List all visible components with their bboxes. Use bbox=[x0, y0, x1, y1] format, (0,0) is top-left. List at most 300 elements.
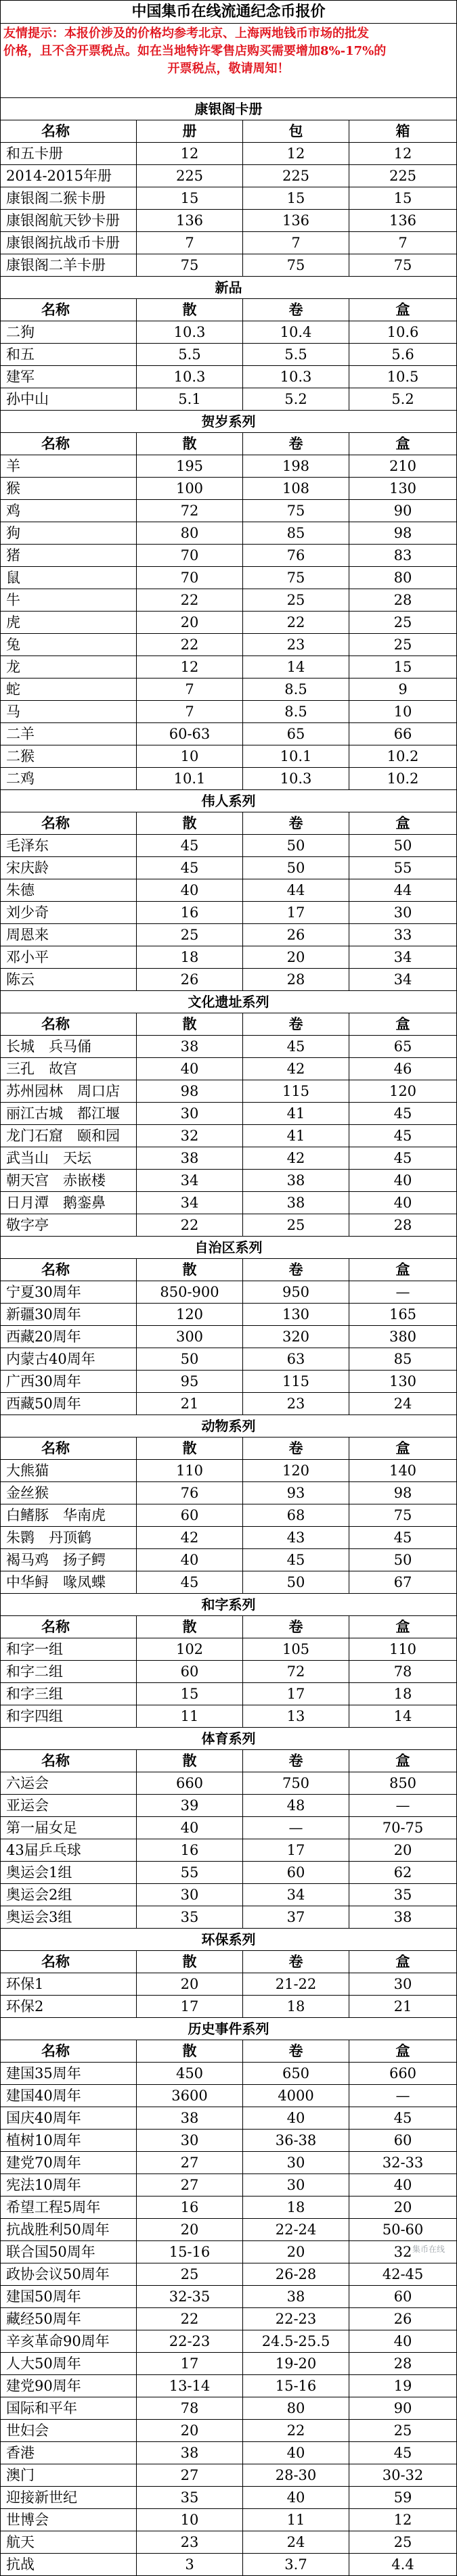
item-name-cell: 二鸡 bbox=[6, 770, 35, 787]
table-row bbox=[1, 879, 456, 902]
table-row bbox=[1, 1795, 456, 1817]
price-cell: 136 bbox=[136, 210, 242, 231]
price-cell: 60 bbox=[242, 1862, 349, 1883]
table-row bbox=[1, 924, 456, 946]
price-cell: 83 bbox=[349, 545, 456, 566]
item-name-cell: 人大50周年 bbox=[6, 2355, 81, 2372]
price-cell: 48 bbox=[242, 1795, 349, 1816]
price-cell: 65 bbox=[242, 723, 349, 745]
table-row bbox=[1, 835, 456, 857]
item-name-cell: 刘少奇 bbox=[6, 904, 49, 921]
price-cell: 15 bbox=[349, 656, 456, 678]
item-name-cell: 奥运会2组 bbox=[6, 1887, 72, 1903]
table-row bbox=[1, 2219, 456, 2241]
section-title: 新品 bbox=[1, 277, 456, 299]
column-header: 盒 bbox=[349, 1951, 456, 1973]
price-cell: 45 bbox=[349, 2442, 456, 2464]
price-cell: 130 bbox=[349, 1371, 456, 1392]
price-cell: 120 bbox=[136, 1304, 242, 1325]
table-header-row bbox=[1, 812, 456, 835]
price-cell: 34 bbox=[242, 1884, 349, 1906]
item-name-cell: 希望工程5周年 bbox=[6, 2199, 101, 2215]
price-cell: 45 bbox=[349, 1125, 456, 1147]
table-row bbox=[1, 366, 456, 388]
column-header: 盒 bbox=[349, 1259, 456, 1281]
price-cell: 660 bbox=[136, 1772, 242, 1794]
price-cell: 37 bbox=[242, 1906, 349, 1928]
price-cell: 10.3 bbox=[136, 366, 242, 388]
table-row bbox=[1, 143, 456, 165]
column-header: 名称 bbox=[41, 1440, 70, 1456]
price-cell: 30 bbox=[349, 902, 456, 923]
item-name-cell: 迎接新世纪 bbox=[6, 2489, 77, 2506]
section-title: 贺岁系列 bbox=[1, 411, 456, 433]
price-cell: 5.2 bbox=[242, 388, 349, 410]
column-header: 盒 bbox=[349, 433, 456, 455]
table-row bbox=[1, 2241, 456, 2263]
price-cell: 4000 bbox=[242, 2085, 349, 2107]
price-cell: 34 bbox=[136, 1170, 242, 1191]
price-cell: 34 bbox=[349, 946, 456, 968]
price-cell: 22-24 bbox=[242, 2219, 349, 2240]
table-row bbox=[1, 1906, 456, 1929]
price-cell: 68 bbox=[242, 1504, 349, 1526]
price-cell: 24.5-25.5 bbox=[242, 2330, 349, 2352]
price-cell: 63 bbox=[242, 1348, 349, 1370]
item-name-cell: 虎 bbox=[6, 614, 20, 630]
table-row bbox=[1, 701, 456, 723]
item-name-cell: 香港 bbox=[6, 2445, 35, 2461]
section-title: 和字系列 bbox=[1, 1594, 456, 1616]
price-cell: 7 bbox=[136, 678, 242, 700]
item-name-cell: 澳门 bbox=[6, 2467, 35, 2483]
column-header: 箱 bbox=[349, 120, 456, 142]
price-cell: 15 bbox=[242, 187, 349, 209]
price-cell: 25 bbox=[349, 2420, 456, 2441]
price-cell: 98 bbox=[349, 522, 456, 544]
price-cell: 75 bbox=[349, 254, 456, 276]
price-cell: 21-22 bbox=[242, 1973, 349, 1995]
price-cell: 40 bbox=[349, 2174, 456, 2196]
price-cell: 42 bbox=[242, 1147, 349, 1169]
price-cell: 40 bbox=[349, 1170, 456, 1191]
price-cell: 40 bbox=[136, 1549, 242, 1571]
price-cell: 850-900 bbox=[136, 1281, 242, 1303]
price-cell: 76 bbox=[242, 545, 349, 566]
price-cell: 30 bbox=[242, 2152, 349, 2174]
price-cell: 40 bbox=[242, 2107, 349, 2129]
price-cell: 23 bbox=[242, 634, 349, 656]
item-name-cell: 狗 bbox=[6, 525, 20, 541]
price-cell: 24 bbox=[349, 1393, 456, 1414]
table-header-row bbox=[1, 2040, 456, 2063]
price-cell: 38 bbox=[136, 2442, 242, 2464]
price-cell: 38 bbox=[136, 1036, 242, 1057]
item-name-cell: 马 bbox=[6, 704, 20, 720]
price-cell: 40 bbox=[242, 2442, 349, 2464]
table-row bbox=[1, 2554, 456, 2576]
price-cell: 50 bbox=[349, 835, 456, 856]
price-cell: 98 bbox=[136, 1080, 242, 1102]
column-header: 卷 bbox=[242, 812, 349, 834]
table-row bbox=[1, 2130, 456, 2152]
item-name-cell: 和五 bbox=[6, 346, 35, 363]
price-cell: 11 bbox=[242, 2509, 349, 2531]
price-cell: 10.2 bbox=[349, 768, 456, 789]
price-cell: 50-60 bbox=[349, 2219, 456, 2240]
item-name-cell: 辛亥革命90周年 bbox=[6, 2333, 110, 2349]
table-row bbox=[1, 634, 456, 656]
column-header: 盒 bbox=[349, 299, 456, 321]
price-cell: 25 bbox=[242, 589, 349, 611]
item-name-cell: 宪法10周年 bbox=[6, 2177, 81, 2193]
price-cell: 66 bbox=[349, 723, 456, 745]
price-cell: 70 bbox=[136, 567, 242, 589]
price-cell: 13-14 bbox=[136, 2375, 242, 2397]
item-name-cell: 蛇 bbox=[6, 681, 20, 697]
item-name-cell: 内蒙古40周年 bbox=[6, 1351, 95, 1367]
column-header: 名称 bbox=[41, 1261, 70, 1278]
price-cell: 17 bbox=[242, 902, 349, 923]
price-cell: 22-23 bbox=[242, 2308, 349, 2330]
item-name-cell: 周恩来 bbox=[6, 927, 49, 943]
price-cell: 450 bbox=[136, 2063, 242, 2084]
item-name-cell: 建国50周年 bbox=[6, 2288, 81, 2305]
price-cell: 10 bbox=[136, 2509, 242, 2531]
price-cell: 18 bbox=[242, 1996, 349, 2017]
table-row bbox=[1, 2509, 456, 2531]
page-title: 中国集币在线流通纪念币报价 bbox=[1, 1, 456, 24]
column-header: 散 bbox=[136, 1951, 242, 1973]
table-row bbox=[1, 1170, 456, 1192]
table-row bbox=[1, 1571, 456, 1594]
price-cell: 30 bbox=[349, 1973, 456, 1995]
price-cell: 17 bbox=[136, 2353, 242, 2374]
price-cell: 750 bbox=[242, 1772, 349, 1794]
price-cell: 10.3 bbox=[242, 366, 349, 388]
price-cell: 60 bbox=[349, 2130, 456, 2151]
table-row bbox=[1, 2464, 456, 2487]
column-header: 卷 bbox=[242, 1750, 349, 1772]
table-row bbox=[1, 723, 456, 745]
price-cell: 300 bbox=[136, 1326, 242, 1348]
price-cell: 62 bbox=[349, 1862, 456, 1883]
section-title: 伟人系列 bbox=[1, 790, 456, 812]
table-row bbox=[1, 2487, 456, 2509]
table-row bbox=[1, 1281, 456, 1304]
price-cell: 102 bbox=[136, 1638, 242, 1660]
table-header-row bbox=[1, 299, 456, 321]
item-name-cell: 龙 bbox=[6, 659, 20, 675]
price-cell: 45 bbox=[242, 1036, 349, 1057]
price-cell: 210 bbox=[349, 455, 456, 477]
column-header: 散 bbox=[136, 812, 242, 834]
price-cell: 20 bbox=[136, 1973, 242, 1995]
price-cell: 100 bbox=[136, 478, 242, 499]
price-cell: 30-32 bbox=[349, 2464, 456, 2486]
table-row bbox=[1, 2196, 456, 2219]
table-row bbox=[1, 1549, 456, 1571]
price-cell: 40 bbox=[349, 2330, 456, 2352]
table-row bbox=[1, 2353, 456, 2375]
table-row bbox=[1, 1147, 456, 1170]
table-row bbox=[1, 612, 456, 634]
item-name-cell: 和五卡册 bbox=[6, 145, 63, 162]
table-row bbox=[1, 500, 456, 522]
column-header: 名称 bbox=[41, 1953, 70, 1970]
price-cell: 42 bbox=[136, 1527, 242, 1548]
item-name-cell: 新疆30周年 bbox=[6, 1306, 81, 1322]
price-cell: 7 bbox=[136, 701, 242, 722]
column-header: 散 bbox=[136, 1013, 242, 1035]
column-header: 名称 bbox=[41, 122, 70, 139]
price-cell: 130 bbox=[242, 1304, 349, 1325]
table-row bbox=[1, 567, 456, 589]
table-row bbox=[1, 1036, 456, 1058]
column-header: 散 bbox=[136, 1259, 242, 1281]
price-cell: 18 bbox=[349, 1683, 456, 1705]
price-cell: 12 bbox=[349, 2509, 456, 2531]
price-cell: 90 bbox=[349, 500, 456, 522]
price-cell: 10.2 bbox=[349, 745, 456, 767]
table-header-row bbox=[1, 433, 456, 455]
item-name-cell: 白鳍豚 华南虎 bbox=[6, 1507, 106, 1523]
table-row bbox=[1, 2308, 456, 2330]
column-header: 盒 bbox=[349, 812, 456, 834]
item-name-cell: 大熊猫 bbox=[6, 1463, 49, 1479]
table-row bbox=[1, 1705, 456, 1728]
price-cell: 35 bbox=[349, 1884, 456, 1906]
notice-line: 友情提示：本报价涉及的价格均参考北京、上海两地钱币市场的批发 bbox=[3, 26, 369, 41]
item-name-cell: 二狗 bbox=[6, 324, 35, 340]
price-cell: 225 bbox=[349, 165, 456, 187]
item-name-cell: 西藏20周年 bbox=[6, 1329, 81, 1345]
item-name-cell: 陈云 bbox=[6, 971, 35, 988]
item-name-cell: 康银阁二羊卡册 bbox=[6, 257, 106, 273]
notice-box bbox=[1, 24, 456, 98]
item-name-cell: 第一届女足 bbox=[6, 1820, 77, 1836]
column-header: 卷 bbox=[242, 1259, 349, 1281]
price-cell: 34 bbox=[349, 969, 456, 990]
price-cell: 24 bbox=[242, 2531, 349, 2553]
table-header-row bbox=[1, 1438, 456, 1460]
table-row bbox=[1, 2085, 456, 2107]
price-cell: 198 bbox=[242, 455, 349, 477]
price-cell: 50 bbox=[349, 1549, 456, 1571]
column-header: 盒 bbox=[349, 2040, 456, 2062]
price-cell: 40 bbox=[136, 1058, 242, 1080]
price-cell: 7 bbox=[349, 232, 456, 254]
price-cell: 22 bbox=[242, 612, 349, 633]
column-header: 散 bbox=[136, 1616, 242, 1638]
price-cell: 26 bbox=[136, 969, 242, 990]
price-cell: 28 bbox=[349, 589, 456, 611]
price-cell: 22 bbox=[136, 1214, 242, 1236]
price-cell: 30 bbox=[136, 2130, 242, 2151]
price-cell: 115 bbox=[242, 1371, 349, 1392]
item-name-cell: 武当山 天坛 bbox=[6, 1150, 91, 1166]
price-cell: 12 bbox=[136, 656, 242, 678]
price-cell: 25 bbox=[349, 634, 456, 656]
price-cell: 115 bbox=[242, 1080, 349, 1102]
item-name-cell: 敬字亭 bbox=[6, 1217, 49, 1233]
table-row bbox=[1, 545, 456, 567]
price-cell: 10.1 bbox=[136, 768, 242, 789]
table-row bbox=[1, 1080, 456, 1103]
table-row bbox=[1, 2152, 456, 2174]
price-cell: 50 bbox=[242, 857, 349, 879]
price-cell: 950 bbox=[242, 1281, 349, 1303]
price-cell: 60-63 bbox=[136, 723, 242, 745]
price-cell: 55 bbox=[136, 1862, 242, 1883]
price-cell: 67 bbox=[349, 1571, 456, 1593]
price-cell: 7 bbox=[242, 232, 349, 254]
table-row bbox=[1, 1125, 456, 1147]
price-cell: 660 bbox=[349, 2063, 456, 2084]
section-title: 体育系列 bbox=[1, 1728, 456, 1750]
price-cell: 4.4 bbox=[349, 2554, 456, 2575]
table-row bbox=[1, 344, 456, 366]
price-cell: 140 bbox=[349, 1460, 456, 1481]
column-header: 散 bbox=[136, 433, 242, 455]
item-name-cell: 康银阁航天钞卡册 bbox=[6, 212, 120, 229]
price-cell: 75 bbox=[136, 254, 242, 276]
item-name-cell: 朱鹮 丹顶鹤 bbox=[6, 1530, 91, 1546]
item-name-cell: 三孔 故宫 bbox=[6, 1061, 77, 1077]
price-cell: 21 bbox=[136, 1393, 242, 1414]
column-header: 卷 bbox=[242, 1616, 349, 1638]
price-cell: 30 bbox=[136, 1884, 242, 1906]
column-header: 盒 bbox=[349, 1438, 456, 1459]
table-header-row bbox=[1, 1259, 456, 1281]
price-cell: 27 bbox=[136, 2174, 242, 2196]
column-header: 包 bbox=[242, 120, 349, 142]
item-name-cell: 奥运会1组 bbox=[6, 1864, 72, 1881]
table-row bbox=[1, 2063, 456, 2085]
price-cell: 15 bbox=[349, 187, 456, 209]
item-name-cell: 建党70周年 bbox=[6, 2155, 81, 2171]
price-cell: 23 bbox=[136, 2531, 242, 2553]
price-cell: 23 bbox=[242, 1393, 349, 1414]
item-name-cell: 抗战 bbox=[6, 2556, 35, 2573]
price-cell: 85 bbox=[349, 1348, 456, 1370]
item-name-cell: 宋庆龄 bbox=[6, 860, 49, 876]
table-row bbox=[1, 1839, 456, 1862]
item-name-cell: 国际和平年 bbox=[6, 2400, 77, 2416]
price-cell: 13 bbox=[242, 1705, 349, 1727]
price-cell: 16 bbox=[136, 902, 242, 923]
column-header: 卷 bbox=[242, 1438, 349, 1459]
table-row bbox=[1, 210, 456, 232]
price-cell: 320 bbox=[242, 1326, 349, 1348]
price-cell: 60 bbox=[136, 1661, 242, 1682]
price-cell: — bbox=[349, 2085, 456, 2107]
price-cell: 120 bbox=[242, 1460, 349, 1481]
item-name-cell: 金丝猴 bbox=[6, 1485, 49, 1501]
table-row bbox=[1, 2174, 456, 2196]
price-cell: 22 bbox=[136, 2308, 242, 2330]
price-cell: 41 bbox=[242, 1103, 349, 1124]
table-row bbox=[1, 388, 456, 411]
price-cell: 50 bbox=[242, 835, 349, 856]
price-cell: 15 bbox=[136, 1683, 242, 1705]
price-cell: 110 bbox=[349, 1638, 456, 1660]
price-cell: 40 bbox=[136, 1817, 242, 1839]
column-header: 散 bbox=[136, 1750, 242, 1772]
item-name-cell: 植树10周年 bbox=[6, 2132, 81, 2148]
price-cell: 3600 bbox=[136, 2085, 242, 2107]
column-header: 盒 bbox=[349, 1013, 456, 1035]
table-row bbox=[1, 589, 456, 612]
price-cell: 32-33 bbox=[349, 2152, 456, 2174]
price-cell: 22 bbox=[242, 2420, 349, 2441]
item-name-cell: 朱德 bbox=[6, 882, 35, 898]
item-name-cell: 中华鲟 喙凤蝶 bbox=[6, 1574, 106, 1590]
price-cell: — bbox=[242, 1817, 349, 1839]
price-cell: 110 bbox=[136, 1460, 242, 1481]
table-row bbox=[1, 678, 456, 701]
price-cell: 42 bbox=[242, 1058, 349, 1080]
table-row bbox=[1, 1884, 456, 1906]
notice-line: 开票税点，敬请周知！ bbox=[167, 62, 290, 76]
item-name-cell: 联合国50周年 bbox=[6, 2244, 95, 2260]
price-cell: 75 bbox=[349, 1504, 456, 1526]
item-name-cell: 亚运会 bbox=[6, 1797, 49, 1814]
table-row bbox=[1, 2442, 456, 2464]
table-row bbox=[1, 1862, 456, 1884]
table-row bbox=[1, 1527, 456, 1549]
price-cell: 15-16 bbox=[242, 2375, 349, 2397]
item-name-cell: 建军 bbox=[6, 369, 35, 385]
item-name-cell: 毛泽东 bbox=[6, 837, 49, 854]
price-cell: 136 bbox=[242, 210, 349, 231]
price-cell: 45 bbox=[136, 857, 242, 879]
table-row bbox=[1, 1371, 456, 1393]
price-cell: 32 bbox=[136, 1125, 242, 1147]
price-cell: 32 bbox=[349, 2241, 456, 2263]
column-header: 名称 bbox=[41, 1015, 70, 1032]
price-cell: 17 bbox=[242, 1683, 349, 1705]
table-row bbox=[1, 1661, 456, 1683]
price-cell: 65 bbox=[349, 1036, 456, 1057]
price-cell: 38 bbox=[136, 1147, 242, 1169]
price-cell: 38 bbox=[242, 1170, 349, 1191]
price-cell: 38 bbox=[242, 1192, 349, 1214]
table-row bbox=[1, 1192, 456, 1214]
item-name-cell: 国庆40周年 bbox=[6, 2110, 81, 2126]
price-cell: 45 bbox=[242, 1549, 349, 1571]
price-cell: 26 bbox=[349, 2308, 456, 2330]
table-header-row bbox=[1, 1616, 456, 1638]
price-cell: 17 bbox=[242, 1839, 349, 1861]
item-name-cell: 孙中山 bbox=[6, 391, 49, 407]
price-cell: 25 bbox=[349, 612, 456, 633]
table-row bbox=[1, 165, 456, 187]
item-name-cell: 鼠 bbox=[6, 570, 20, 586]
section-title: 文化遗址系列 bbox=[1, 991, 456, 1013]
watermark-text: 集币在线 bbox=[412, 2245, 445, 2254]
price-cell: 28 bbox=[349, 1214, 456, 1236]
table-row bbox=[1, 1326, 456, 1348]
table-row bbox=[1, 1638, 456, 1661]
item-name-cell: 二羊 bbox=[6, 726, 35, 742]
price-cell: 18 bbox=[136, 946, 242, 968]
item-name-cell: 建国35周年 bbox=[6, 2065, 81, 2082]
price-cell: 42-45 bbox=[349, 2263, 456, 2285]
item-name-cell: 建国40周年 bbox=[6, 2088, 81, 2104]
table-row bbox=[1, 478, 456, 500]
item-name-cell: 世妇会 bbox=[6, 2422, 49, 2439]
